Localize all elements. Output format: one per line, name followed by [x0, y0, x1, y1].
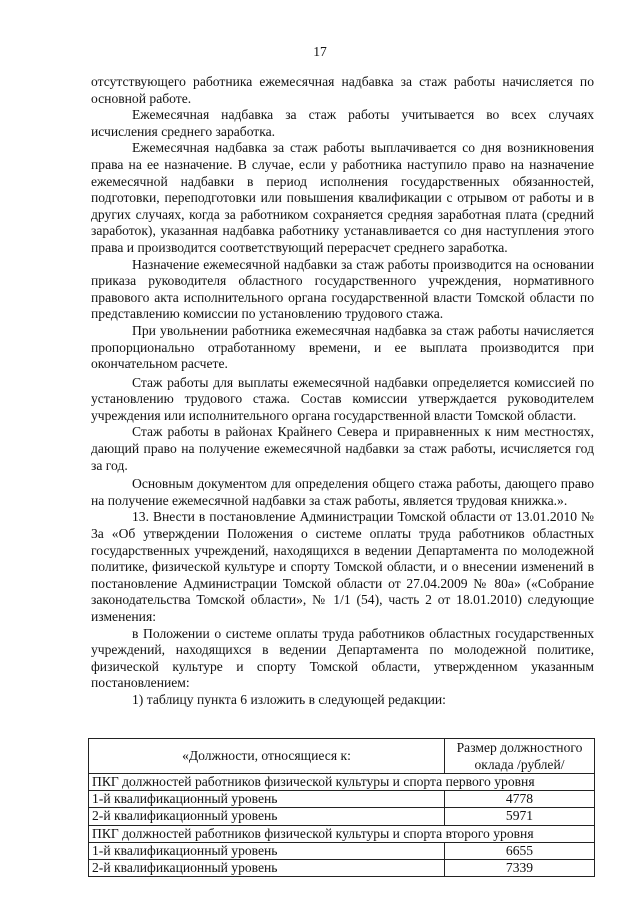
paragraph: Назначение ежемесячной надбавки за стаж работы производится на основании приказа руководителя областного государственного учреждения, нормативного правового акта исполнительного органа государственной власти Томской области по представлению комиссии по установлению трудового стажа. [91, 256, 594, 322]
page-number: 17 [313, 44, 327, 59]
table-group-row [89, 825, 595, 842]
group-title: ПКГ должностей работников физической культуры и спорта второго уровня [89, 825, 595, 842]
paragraph: 1) таблицу пункта 6 изложить в следующей редакции: [132, 691, 446, 707]
header-position: «Должности, относящиеся к: [89, 739, 445, 774]
salary-table [88, 738, 595, 877]
paragraph: Ежемесячная надбавка за стаж работы выплачивается со дня возникновения права на ее назначение. В случае, если у работника наступило право на назначение ежемесячной надбавки в период исполнения государственных обязанностей, подготовки, переподготовки или повышения квалификации с отрывом от работы и в других случаях, когда за работником сохраняется средняя заработная плата (средний заработок), указанная надбавка работнику устанавливается со дня наступления этого права и производится соответствующий перерасчет среднего заработка. [91, 140, 594, 255]
paragraph: Ежемесячная надбавка за стаж работы учитывается во всех случаях исчисления среднего заработка. [91, 107, 594, 139]
table-row [89, 808, 595, 825]
qualification-level: 1-й квалификационный уровень [89, 791, 445, 808]
table-row [89, 791, 595, 808]
table-row [89, 860, 595, 877]
body-text [91, 74, 594, 709]
table-row [89, 842, 595, 859]
salary-amount: 7339 [445, 860, 595, 877]
paragraph: При увольнении работника ежемесячная надбавка за стаж работы начисляется пропорционально отработанному времени, и ее выплата производится при окончательном расчете. [91, 322, 594, 372]
salary-amount: 6655 [445, 842, 595, 859]
table-group-row [89, 774, 595, 791]
paragraph: Основным документом для определения общего стажа работы, дающего право на получение ежемесячной надбавки за стаж работы, является трудовая книжка.». [91, 476, 594, 508]
header-salary: Размер должностного оклада /рублей/ [445, 739, 595, 774]
paragraph: в Положении о системе оплаты труда работников областных государственных учреждений, находящихся в ведении Департамента по молодежной политике, физической культуре и спорту Томской области, утвержденном указанным постановлением: [91, 625, 594, 691]
qualification-level: 2-й квалификационный уровень [89, 808, 445, 825]
salary-amount: 4778 [445, 791, 595, 808]
qualification-level: 1-й квалификационный уровень [89, 842, 445, 859]
paragraph: Стаж работы в районах Крайнего Севера и приравненных к ним местностях, дающий право на получение ежемесячной надбавки за стаж работы, исчисляется год за год. [91, 424, 594, 473]
paragraph: отсутствующего работника ежемесячная надбавка за стаж работы начисляется по основной работе. [91, 74, 594, 106]
paragraph: Стаж работы для выплаты ежемесячной надбавки определяется комиссией по установлению трудового стажа. Состав комиссии утверждается руководителем учреждения или исполнительного органа государственной власти Томской области. [91, 374, 594, 423]
qualification-level: 2-й квалификационный уровень [89, 860, 445, 877]
group-title: ПКГ должностей работников физической культуры и спорта первого уровня [89, 774, 595, 791]
salary-amount: 5971 [445, 808, 595, 825]
table-header-row [89, 739, 595, 774]
paragraph: 13. Внести в постановление Администрации Томской области от 13.01.2010 № 3а «Об утверждении Положения о системе оплаты труда работников областных государственных учреждений, находящихся в ведении Департамента по молодежной политике, физической культуре и спорту Томской области, и о внесении изменений в постановление Администрации Томской области от 27.04.2009 № 80а» («Собрание законодательства Томской области», № 1/1 (54), часть 2 от 18.01.2010) следующие изменения: [91, 509, 594, 624]
